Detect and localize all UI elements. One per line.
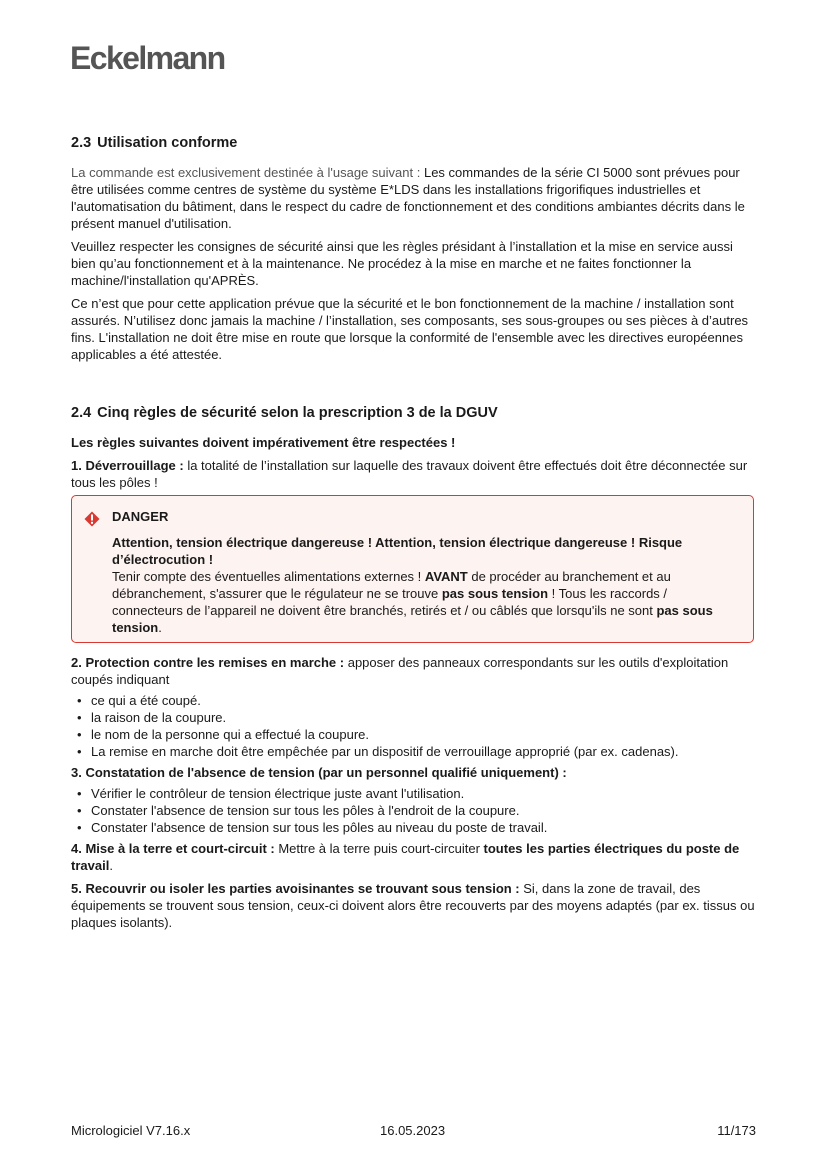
rule-3-label: 3. Constatation de l'absence de tension (par un personnel qualifié uniquement) : xyxy=(71,765,567,780)
rule-2-label: 2. Protection contre les remises en marche : xyxy=(71,655,345,670)
intro-paragraph xyxy=(71,164,756,232)
rule-5-text: Si, dans la zone de travail, des équipements se trouvent sous tension, ceux-ci doivent alors être recouverts par des moyens adaptés (par ex. tissus ou plaques isolants). xyxy=(71,881,755,930)
rules-lead xyxy=(71,434,756,451)
section-2-4-rules xyxy=(71,654,756,931)
footer-firmware: Micrologiciel V7.16.x xyxy=(71,1123,191,1138)
rule-4 xyxy=(71,840,756,874)
danger-bold-part: AVANT xyxy=(424,569,468,584)
list-item: • Constater l'absence de tension sur tous les pôles à l'endroit de la coupure. xyxy=(71,802,756,819)
section-number: 2.4 xyxy=(71,405,92,421)
rule-4-label: 4. Mise à la terre et court-circuit : xyxy=(71,841,275,856)
section-2-4 xyxy=(71,404,756,422)
section-2-4-heading xyxy=(71,404,756,422)
rule-3-list xyxy=(71,785,756,836)
list-item: • la raison de la coupure. xyxy=(71,709,756,726)
danger-headline-text: Attention, tension électrique dangereuse ! Attention, tension électrique dangereuse ! Risque d’électrocution ! xyxy=(112,535,683,567)
section-title: Cinq règles de sécurité selon la prescription 3 de la DGUV xyxy=(97,405,498,421)
rule-2-text: apposer des panneaux correspondants sur les outils d'exploitation coupés indiquant xyxy=(71,655,729,687)
danger-text xyxy=(112,568,732,636)
danger-title: DANGER xyxy=(112,509,169,524)
danger-bold-part: pas sous tension xyxy=(112,603,713,635)
danger-headline xyxy=(112,534,732,568)
footer-date: 16.05.2023 xyxy=(380,1123,446,1138)
paragraph: Ce n’est que pour cette application prévue que la sécurité et le bon fonctionnement de la machine / installation sont assurés. N’utilisez donc jamais la machine / l’installation, ses composants, ses sous-groupes ou ses pièces à d’autres fins. L'installation ne doit être mise en route que lorsque la conformité de l'ensemble avec les directives européennes applicables a été attestée. xyxy=(71,296,749,362)
intro-text: Les commandes de la série CI 5000 sont prévues pour être utilisées comme centres de système du système E*LDS dans les installations frigorifiques industrielles et l'automatisation du bâtiment, dans le respect du cadre de fonctionnement et des conditions ambiantes décrits dans le présent manuel d'utilisation. xyxy=(71,165,745,231)
rule-2 xyxy=(71,654,756,688)
rule-1-label: 1. Déverrouillage : xyxy=(71,458,184,473)
rule-2-list xyxy=(71,692,756,760)
rule-4-bold: toutes les parties électriques du poste de travail xyxy=(71,841,740,873)
danger-text-part: . xyxy=(158,620,162,635)
section-number: 2.3 xyxy=(71,135,92,151)
list-item: • Vérifier le contrôleur de tension électrique juste avant l'utilisation. xyxy=(71,785,756,802)
danger-text-part: Tenir compte des éventuelles alimentations externes ! xyxy=(112,569,425,584)
paragraph: Veuillez respecter les consignes de sécurité ainsi que les règles présidant à l’installation et la mise en service aussi bien qu’au fonctionnement et à la maintenance. Ne procédez à la mise en marche et ne faites fonctionner la machine/l'installation qu'APRÈS. xyxy=(71,239,733,288)
danger-text-part: ! Tous les raccords / connecteurs de l’appareil ne doivent être branchés, retirés et / ou câblés que lorsqu'ils ne sont xyxy=(112,586,668,618)
danger-box xyxy=(71,495,754,643)
list-item: • le nom de la personne qui a effectué la coupure. xyxy=(71,726,756,743)
eckelmann-logo: Eckelmann xyxy=(70,40,225,76)
rule-3 xyxy=(71,764,756,781)
danger-text-part: de procéder au branchement et au débranchement, s'assurer que le régulateur ne se trouve xyxy=(112,569,671,601)
list-item: • Constater l'absence de tension sur tous les pôles au niveau du poste de travail. xyxy=(71,819,756,836)
rule-4-end: . xyxy=(109,858,113,873)
section-2-3 xyxy=(71,134,756,152)
rule-4-text: Mettre à la terre puis court-circuiter xyxy=(274,841,484,856)
rule-1-text: la totalité de l’installation sur laquelle des travaux doivent être effectués doit être déconnectée sur tous les pôles ! xyxy=(71,458,748,490)
warning-diamond-icon xyxy=(84,511,100,527)
section-2-3-heading xyxy=(71,134,756,152)
rules-lead-text: Les règles suivantes doivent impérativement être respectées ! xyxy=(71,435,456,450)
section-2-4-intro xyxy=(71,434,756,491)
list-item: • La remise en marche doit être empêchée par un dispositif de verrouillage approprié (par ex. cadenas). xyxy=(71,743,756,760)
list-item: • ce qui a été coupé. xyxy=(71,692,756,709)
section-2-3-body xyxy=(71,164,756,363)
danger-bold-part: pas sous tension xyxy=(441,586,549,601)
rule-5-label: 5. Recouvrir ou isoler les parties avoisinantes se trouvant sous tension : xyxy=(71,881,520,896)
danger-body xyxy=(112,534,732,636)
rule-1 xyxy=(71,457,756,491)
footer-page-number: 11/173 xyxy=(717,1123,756,1138)
rule-5 xyxy=(71,880,756,931)
intro-grey-text: La commande est exclusivement destinée à l'usage suivant : xyxy=(71,165,424,180)
section-title: Utilisation conforme xyxy=(97,135,238,151)
